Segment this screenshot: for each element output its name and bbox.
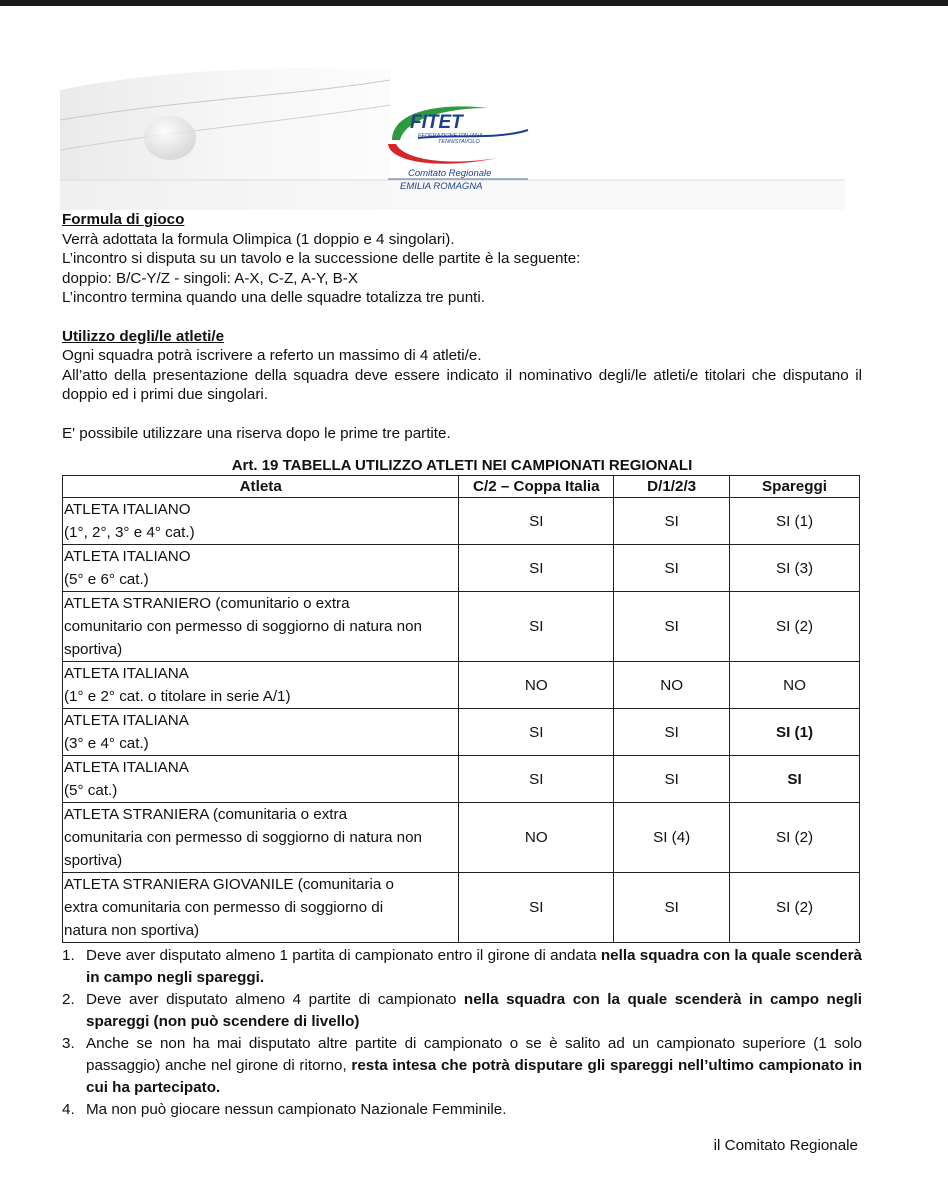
cell-atleta [63, 545, 459, 592]
cell-d123: SI [614, 545, 730, 592]
cell-d123: SI (4) [614, 803, 730, 873]
table-header-row [63, 476, 860, 498]
cell-spareggi: SI (1) [730, 498, 860, 545]
header-atleta: Atleta [63, 476, 459, 498]
athletes-table [62, 475, 860, 943]
cell-atleta [63, 709, 459, 756]
cell-atleta [63, 662, 459, 709]
cell-c2-coppa: SI [459, 873, 614, 943]
utilizzo-line-2: All’atto della presentazione della squadra deve essere indicato il nominativo degli/le atleti/e titolari che disputano il doppio ed i primi due singolari. [62, 366, 862, 403]
cell-c2-coppa: SI [459, 545, 614, 592]
footnote-text [86, 1033, 862, 1099]
footnote-text-normal: Deve aver disputato almeno 1 partita di campionato entro il girone di andata [86, 947, 601, 964]
logo-committee-line1: Comitato Regionale [408, 168, 492, 179]
cell-atleta-line: ATLETA STRANIERA (comunitaria o extra [64, 806, 348, 823]
cell-atleta-line: comunitario con permesso di soggiorno di natura non [64, 618, 422, 635]
footnote-text [86, 945, 862, 989]
cell-spareggi: NO [730, 662, 860, 709]
cell-spareggi: SI (3) [730, 545, 860, 592]
signature: il Comitato Regionale [713, 1137, 858, 1154]
section-heading-utilizzo: Utilizzo degli/le atleti/e [62, 327, 225, 345]
footnote-number: 3. [62, 1035, 75, 1052]
footnote-text-bold: nella squadra con la quale scenderà in campo negli spareggi (non può scendere di livello) [86, 991, 862, 1030]
cell-d123: SI [614, 873, 730, 943]
utilizzo-line-3: E' possibile utilizzare una riserva dopo le prime tre partite. [62, 424, 451, 442]
cell-d123: SI [614, 756, 730, 803]
utilizzo-line-1: Ogni squadra potrà iscrivere a referto un massimo di 4 atleti/e. [62, 347, 482, 364]
cell-c2-coppa: NO [459, 662, 614, 709]
cell-atleta [63, 498, 459, 545]
document-body [62, 210, 862, 1121]
logo-brand-text: FITET [410, 112, 463, 133]
cell-spareggi: SI (2) [730, 803, 860, 873]
footnote-item [62, 945, 862, 989]
table-row [63, 756, 860, 803]
table-row [63, 873, 860, 943]
footnote-number: 1. [62, 947, 75, 964]
cell-atleta-line: (1° e 2° cat. o titolare in serie A/1) [64, 688, 291, 705]
cell-atleta-line: comunitaria con permesso di soggiorno di natura non [64, 829, 422, 846]
formula-line-2: L’incontro si disputa su un tavolo e la successione delle partite è la seguente: [62, 250, 581, 267]
cell-atleta-line: sportiva) [64, 852, 123, 869]
cell-spareggi: SI (1) [730, 709, 860, 756]
cell-atleta-line: (3° e 4° cat.) [64, 735, 149, 752]
cell-spareggi: SI [730, 756, 860, 803]
footnote-text-bold: nella squadra con la quale scenderà in campo negli spareggi. [86, 947, 862, 986]
footnote-item [62, 1033, 862, 1099]
table-row [63, 498, 860, 545]
formula-line-1: Verrà adottata la formula Olimpica (1 doppio e 4 singolari). [62, 230, 455, 248]
cell-c2-coppa: SI [459, 709, 614, 756]
formula-line-4: L’incontro termina quando una delle squadre totalizza tre punti. [62, 289, 485, 306]
cell-atleta-line: ATLETA ITALIANA [64, 712, 189, 729]
cell-atleta-line: extra comunitaria con permesso di soggiorno di [64, 899, 384, 916]
footnote-number: 4. [62, 1101, 75, 1118]
cell-c2-coppa: SI [459, 592, 614, 662]
cell-atleta-line: ATLETA ITALIANO [64, 548, 191, 565]
cell-atleta-line: ATLETA ITALIANA [64, 759, 189, 776]
cell-atleta-line: sportiva) [64, 641, 123, 658]
cell-spareggi: SI (2) [730, 873, 860, 943]
cell-d123: SI [614, 498, 730, 545]
cell-atleta [63, 873, 459, 943]
cell-spareggi: SI (2) [730, 592, 860, 662]
footnote-item [62, 1099, 862, 1121]
cell-c2-coppa: NO [459, 803, 614, 873]
table-row [63, 662, 860, 709]
formula-line-3: doppio: B/C-Y/Z - singoli: A-X, C-Z, A-Y, B-X [62, 269, 358, 287]
logo-federation-line2: TENNISTAVOLO [438, 139, 480, 145]
cell-atleta-line: ATLETA STRANIERA GIOVANILE (comunitaria o [64, 876, 395, 893]
cell-d123: SI [614, 709, 730, 756]
cell-atleta-line: ATLETA STRANIERO (comunitario o extra [64, 595, 350, 612]
footnote-text-bold: resta intesa che potrà disputare gli spareggi nell’ultimo campionato in cui ha partecipato. [86, 1057, 863, 1096]
footnotes [62, 945, 862, 1121]
cell-atleta-line: (5° e 6° cat.) [64, 571, 149, 588]
logo-committee-line2: EMILIA ROMAGNA [400, 181, 483, 192]
header-d123: D/1/2/3 [614, 476, 730, 498]
logo-federation-line1: FEDERAZIONE ITALIANA [418, 133, 483, 139]
footnote-number: 2. [62, 991, 75, 1008]
table-row [63, 592, 860, 662]
footnote-text-normal: Anche se non ha mai disputato altre partite di campionato o se è salito ad un campionato superiore (1 solo passaggio) anche nel girone di ritorno, [86, 1035, 862, 1074]
footnote-text [86, 989, 862, 1033]
header-spareggi: Spareggi [730, 476, 860, 498]
table-row [63, 545, 860, 592]
cell-c2-coppa: SI [459, 498, 614, 545]
footnote-item [62, 989, 862, 1033]
footnote-text [86, 1099, 862, 1121]
table-title: Art. 19 TABELLA UTILIZZO ATLETI NEI CAMPIONATI REGIONALI [231, 457, 693, 474]
cell-atleta-line: ATLETA ITALIANA [64, 665, 189, 682]
section-heading-formula: Formula di gioco [62, 211, 185, 228]
cell-atleta [63, 803, 459, 873]
cell-d123: NO [614, 662, 730, 709]
top-border [0, 0, 948, 6]
footnote-text-normal: Deve aver disputato almeno 4 partite di campionato [86, 991, 464, 1008]
cell-atleta [63, 756, 459, 803]
table-row [63, 709, 860, 756]
header-c2-coppa: C/2 – Coppa Italia [459, 476, 614, 498]
fitet-logo [378, 100, 538, 200]
table-row [63, 803, 860, 873]
cell-atleta [63, 592, 459, 662]
cell-atleta-line: natura non sportiva) [64, 922, 200, 939]
cell-atleta-line: (1°, 2°, 3° e 4° cat.) [64, 524, 195, 541]
cell-atleta-line: ATLETA ITALIANO [64, 501, 191, 518]
cell-c2-coppa: SI [459, 756, 614, 803]
footnote-text-normal: Ma non può giocare nessun campionato Nazionale Femminile. [86, 1101, 507, 1118]
cell-d123: SI [614, 592, 730, 662]
cell-atleta-line: (5° cat.) [64, 782, 118, 799]
